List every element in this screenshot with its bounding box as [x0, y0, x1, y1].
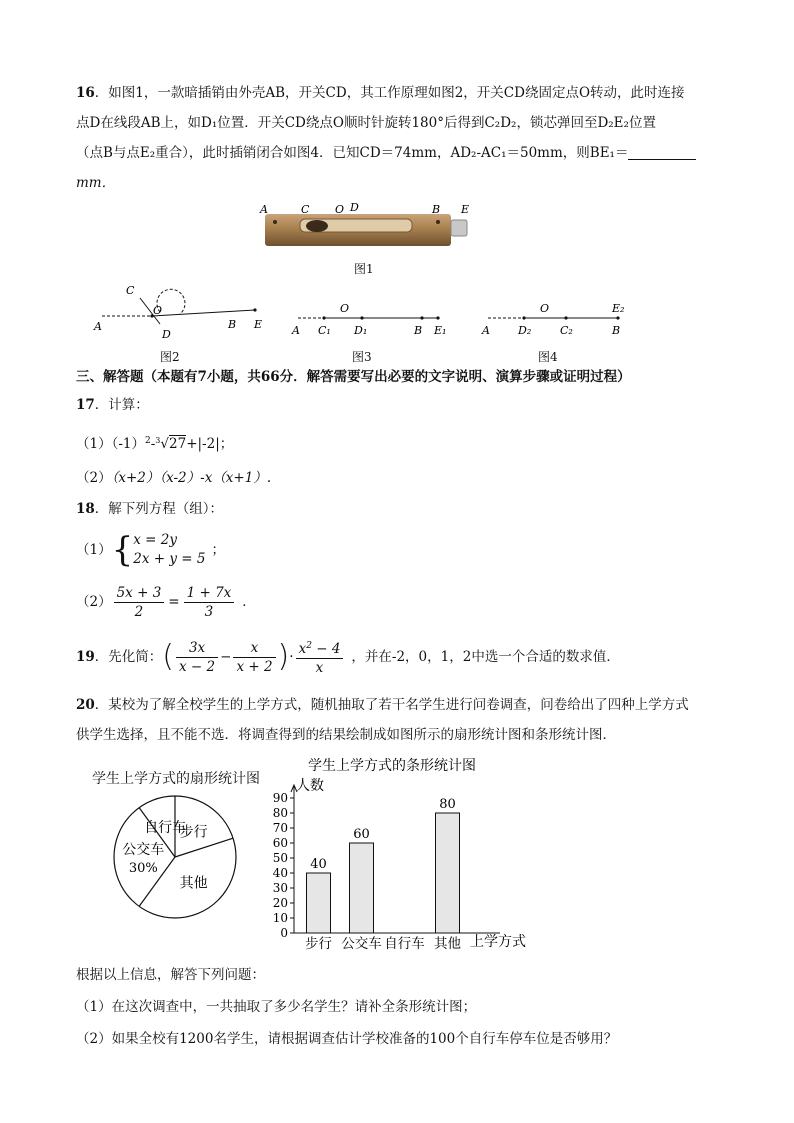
y-tick-label: 10 [272, 911, 288, 925]
bar-value-label: 60 [353, 827, 370, 842]
svg-text:D: D [162, 328, 171, 341]
question-16 [76, 78, 738, 198]
x-category-label: 公交车 [341, 936, 382, 952]
question-18: 18．解下列方程（组）： （1） { x = 2y 2x + y = 5 ； （2） $\frac{5x + 3}{2}$ = $\frac{1 + 7x}{3}$ ． [76, 494, 738, 624]
q18-part2: （2） $\frac{5x + 3}{2}$ = $\frac{1 + 7x}{3}$ ． [76, 584, 256, 620]
pie-label: 步行 [179, 824, 208, 841]
y-tick-label: 90 [272, 791, 288, 805]
svg-text:E₂: E₂ [612, 302, 625, 315]
y-axis-label: 人数 [296, 778, 324, 794]
y-tick-label: 40 [272, 866, 288, 880]
svg-text:B: B [414, 324, 423, 337]
q20-questions: 根据以上信息，解答下列问题： （1）在这次调查中，一共抽取了多少名学生？请补全条形统计图； （2）如果全校有1200名学生，请根据调查估计学校准备的100个自行车停车位是否够用？ [76, 960, 738, 1054]
x-category-label: 步行 [305, 936, 332, 952]
figure-1-caption: 图1 [354, 262, 374, 276]
svg-text:C₂: C₂ [560, 324, 573, 337]
q18-number: 18 [76, 501, 95, 517]
svg-text:B: B [612, 324, 621, 337]
switch-knob [306, 220, 328, 232]
fraction-left: $\frac{5x + 3}{2}$ [114, 584, 165, 621]
screw-hole [436, 220, 440, 224]
x-category-label: 自行车 [384, 936, 425, 952]
svg-text:O: O [153, 304, 163, 317]
fraction-2: $\frac{x}{x + 2}$ [233, 639, 275, 676]
svg-text:C₁: C₁ [318, 324, 331, 337]
pie-label: 自行车 [144, 819, 187, 836]
bar [307, 873, 331, 933]
x-category-label: 其他 [434, 936, 461, 952]
question-17: 17．计算： $(1)(-1)^2-^3√27+|-2|$； （2）（x+2）（x-2）-x（x+1）. [76, 390, 738, 493]
q20-sub1: （1）在这次调查中，一共抽取了多少名学生？请补全条形统计图； [76, 999, 477, 1015]
bar-value-label: 80 [439, 797, 456, 812]
figure-1-photo [255, 200, 475, 256]
q20-sub2: （2）如果全校有1200名学生，请根据调查估计学校准备的100个自行车停车位是否够用？ [76, 1031, 618, 1047]
svg-text:A: A [482, 324, 490, 337]
svg-text:D₂: D₂ [518, 324, 532, 337]
y-tick-label: 0 [280, 926, 288, 940]
svg-text:A: A [94, 320, 102, 333]
equation-system: x = 2y 2x + y = 5 [133, 532, 206, 567]
q16-number: 16 [76, 85, 95, 101]
q19-number: 19 [76, 649, 95, 665]
pie-percent-label: 30% [128, 861, 158, 876]
figure-4-diagram [478, 300, 638, 344]
y-tick-label: 20 [272, 896, 288, 910]
screw-hole [273, 220, 277, 224]
y-tick-label: 50 [272, 851, 288, 865]
svg-text:A: A [292, 324, 300, 337]
svg-text:O: O [340, 302, 350, 315]
question-20: 20．某校为了解全校学生的上学方式，随机抽取了若干名学生进行问卷调查，问卷给出了四种上学方式 供学生选择，且不能不选．将调查得到的结果绘制成如图所示的扇形统计图和条形统计图． [76, 697, 689, 743]
svg-text:E: E [254, 318, 263, 331]
figure-4-caption: 图4 [538, 350, 558, 364]
q18-part1: （1） { x = 2y 2x + y = 5 ； [76, 530, 225, 570]
fraction-1: $\frac{3x}{x - 2}$ [176, 639, 218, 676]
label-D: D [350, 201, 359, 214]
figure-2-diagram [90, 280, 270, 342]
bar [350, 843, 374, 933]
brace: { [111, 530, 134, 570]
radical-sign: √ [160, 436, 169, 452]
q16-line1: 16．如图1，一款暗插销由外壳AB，开关CD，其工作原理如图2，开关CD绕固定点O转动，此时连接 [76, 85, 685, 101]
q16-line2: 点D在线段AB上，如D₁位置．开关CD绕点O顺时针旋转180°后得到C₂D₂，锁芯弹回至D₂E₂位置 [76, 115, 656, 131]
y-tick-label: 60 [272, 836, 288, 850]
bar-value-label: 40 [310, 857, 327, 872]
q17-number: 17 [76, 397, 95, 413]
svg-text:D₁: D₁ [354, 324, 368, 337]
figure-3-diagram [288, 300, 458, 344]
question-19: 19 ．先化简： ( $\frac{3x}{x - 2}$ − $\frac{x}{x + 2}$ ) · $\frac{x^2 - 4}{x}$ ，并在-2，0，1，2中选一个合适的数求值． [76, 639, 620, 676]
x-axis-label: 上学方式 [470, 934, 526, 950]
fraction-right: $\frac{1 + 7x}{3}$ [184, 584, 235, 621]
pie-chart [110, 792, 240, 922]
answer-blank[interactable] [628, 145, 696, 160]
section-3-title: 三、解答题（本题有7小题，共66分．解答需要写出必要的文字说明、演算步骤或证明过程） [76, 369, 631, 385]
pie-label: 其他 [179, 875, 208, 892]
y-tick-label: 80 [272, 806, 288, 820]
label-E: E [461, 203, 470, 216]
figure-2-caption: 图2 [160, 350, 180, 364]
bar [436, 813, 460, 933]
label-A: A [260, 203, 268, 216]
fraction-3: $\frac{x^2 - 4}{x}$ [296, 637, 344, 677]
q16-line3: （点B与点E₂重合），此时插销闭合如图4．已知CD＝74mm，AD₂-AC₁＝50mm，则BE₁＝ [76, 138, 738, 168]
q17-part2: （2）（x+2）（x-2）-x（x+1）. [76, 470, 272, 486]
pie-label: 公交车 [122, 842, 165, 858]
svg-text:C: C [126, 284, 135, 297]
svg-text:E₁: E₁ [434, 324, 447, 337]
q16-line4: mm． [76, 175, 116, 191]
y-tick-label: 30 [272, 881, 288, 895]
label-O: O [335, 203, 345, 216]
figure-3-caption: 图3 [352, 350, 372, 364]
bolt-tip [451, 220, 467, 236]
q20-number: 20 [76, 697, 95, 713]
label-C: C [301, 203, 310, 216]
label-B: B [432, 203, 441, 216]
q17-part1: $(1)(-1)^2-^3√27+|-2|$； [76, 436, 234, 452]
bar-chart [262, 752, 542, 956]
pie-chart-title: 学生上学方式的扇形统计图 [92, 771, 260, 787]
svg-text:B: B [228, 318, 237, 331]
y-tick-label: 70 [272, 821, 288, 835]
bar-chart-title: 学生上学方式的条形统计图 [308, 758, 476, 774]
svg-text:O: O [540, 302, 550, 315]
